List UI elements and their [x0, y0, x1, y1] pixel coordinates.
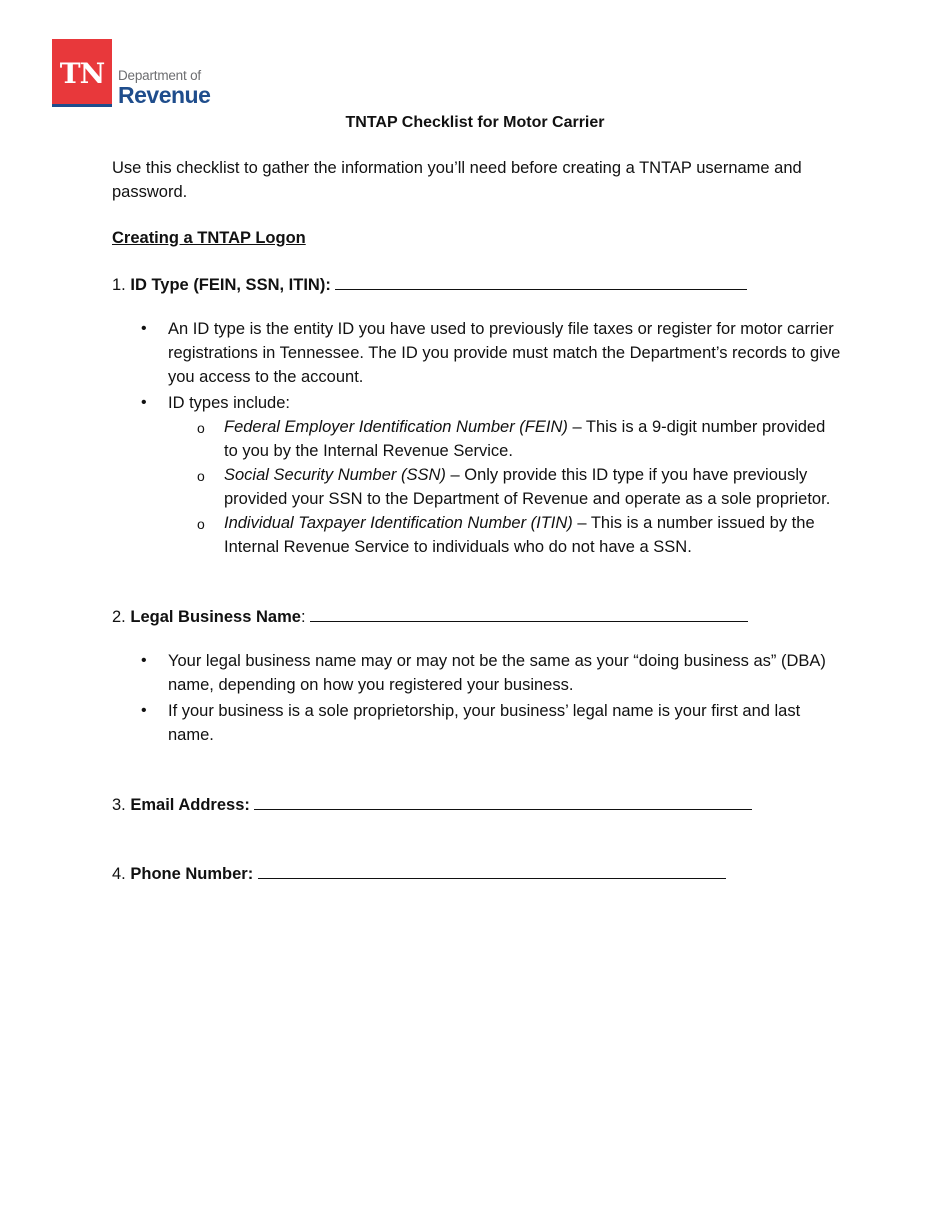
field-email-address [112, 793, 842, 817]
list-item-text: ID types include: [168, 394, 290, 412]
field-number: 3. [112, 796, 126, 814]
tn-revenue-logo [52, 37, 210, 107]
id-type-bullets [112, 317, 842, 559]
tn-logo-mark: TN [52, 39, 112, 107]
legal-business-name-bullets [112, 649, 842, 747]
document-title: TNTAP Checklist for Motor Carrier [345, 114, 605, 131]
phone-number-blank[interactable] [258, 862, 726, 879]
field-label-suffix: : [300, 608, 306, 626]
field-phone-number [112, 862, 842, 886]
field-label: ID Type (FEIN, SSN, ITIN): [130, 276, 331, 294]
sub-list-item [224, 463, 842, 511]
id-type-desc: – This is a number issued by the Internal Revenue Service to individuals who do not have a SSN. [224, 514, 815, 556]
intro-paragraph: Use this checklist to gather the information you’ll need before creating a TNTAP username and password. [112, 159, 802, 201]
list-item: • Your legal business name may or may not be the same as your “doing business as” (DBA) name, depending on how you registered your business. [168, 649, 842, 697]
email-address-blank[interactable] [254, 793, 752, 810]
field-number: 4. [112, 865, 126, 883]
logo-department-text: Department of [118, 67, 201, 83]
field-number: 1. [112, 276, 126, 294]
section-heading: Creating a TNTAP Logon [112, 229, 306, 247]
field-label: Email Address: [130, 796, 250, 814]
field-legal-business-name [112, 605, 842, 629]
sub-list-item [224, 415, 842, 463]
logo-wordmark [118, 69, 210, 108]
id-types-sublist [168, 415, 842, 559]
legal-business-name-blank[interactable] [310, 605, 748, 622]
id-type-desc: – This is a 9-digit number provided to you by the Internal Revenue Service. [224, 418, 826, 460]
field-id-type [112, 273, 842, 297]
id-type-blank[interactable] [335, 273, 747, 290]
id-type-term: Individual Taxpayer Identification Number (ITIN) [224, 514, 573, 532]
field-label: Phone Number: [130, 865, 254, 883]
field-number: 2. [112, 608, 126, 626]
field-label: Legal Business Name [130, 608, 301, 626]
id-type-desc: – Only provide this ID type if you have previously provided your SSN to the Department of Revenue and operate as a sole proprietor. [224, 466, 831, 508]
list-item [168, 391, 842, 559]
id-type-term: Federal Employer Identification Number (FEIN) [224, 418, 568, 436]
list-item: • If your business is a sole proprietorship, your business’ legal name is your first and last name. [168, 699, 842, 747]
document-body [112, 156, 842, 886]
logo-revenue-text: Revenue [118, 82, 211, 108]
id-type-term: Social Security Number (SSN) [224, 466, 446, 484]
sub-list-item [224, 511, 842, 559]
list-item: • An ID type is the entity ID you have used to previously file taxes or register for motor carrier registrations in Tennessee. The ID you provide must match the Department’s records to give you access to the account. [168, 317, 842, 389]
